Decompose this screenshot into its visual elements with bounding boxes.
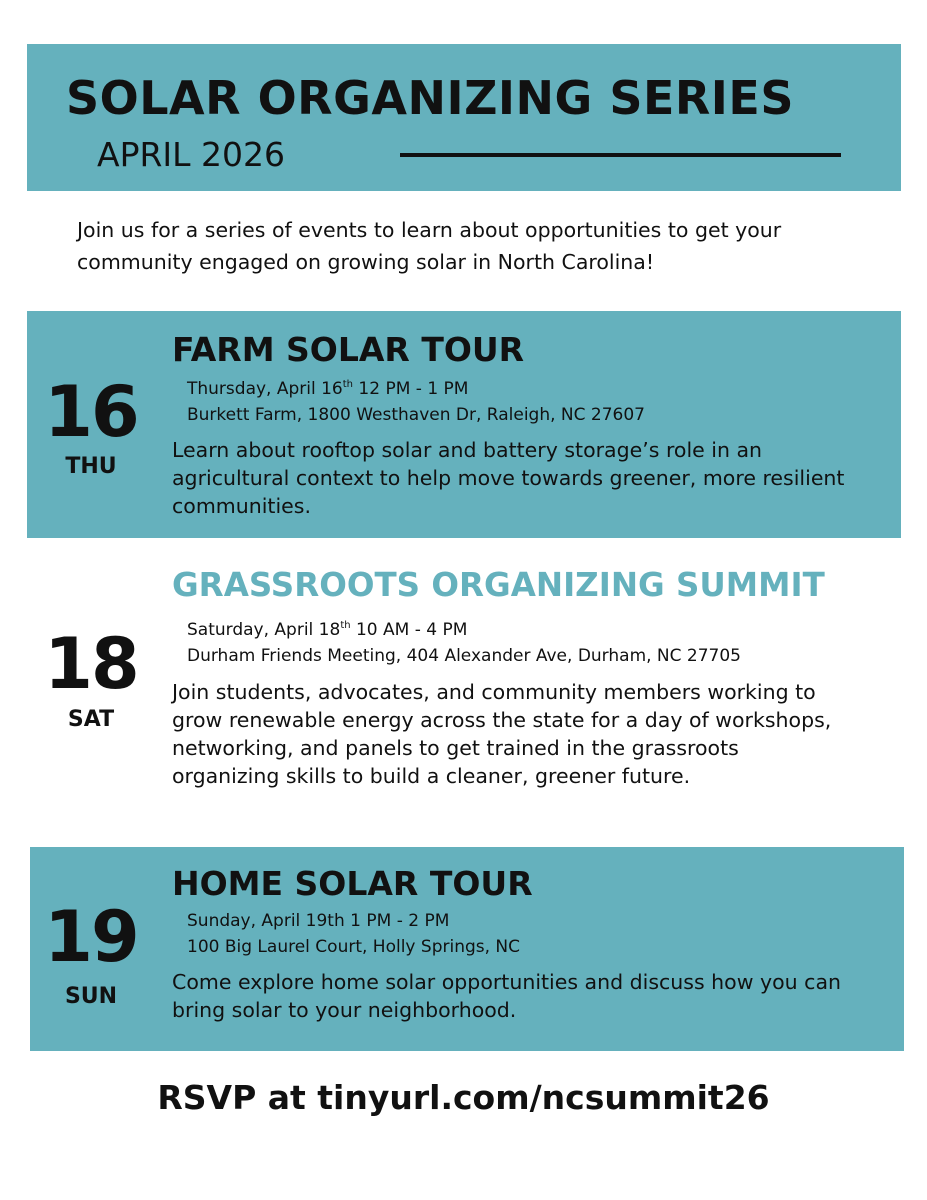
event-day-name: THU: [65, 454, 117, 479]
event-title: HOME SOLAR TOUR: [172, 864, 533, 903]
event-date-ordinal: th: [342, 379, 354, 390]
event-description: Join students, advocates, and community members working to grow renewable energy across the state for a day of workshops, networking, and panels to get trained in the grassroots organizing skills to build a cleaner, greener future.: [172, 680, 832, 788]
event-location: Durham Friends Meeting, 404 Alexander Ave, Durham, NC 27705: [187, 646, 742, 666]
event-date-ordinal: th: [340, 620, 351, 631]
event-time: 10 AM - 4 PM: [350, 620, 468, 640]
event-date: Saturday, April 18: [187, 620, 341, 640]
event-day-name: SUN: [64, 984, 118, 1009]
event-date-time: [187, 376, 468, 402]
event-title: FARM SOLAR TOUR: [172, 330, 525, 369]
event-day-number: 16: [44, 371, 138, 453]
page-subtitle: APRIL 2026: [97, 135, 285, 174]
event-description: Learn about rooftop solar and battery storage’s role in an agricultural context to help move towards greener, more resilient communities.: [172, 438, 845, 518]
event-day-name: SAT: [67, 707, 115, 732]
header-divider: [400, 153, 841, 157]
event-date-time: Sunday, April 19th 1 PM - 2 PM: [187, 911, 450, 931]
event-time: 12 PM - 1 PM: [353, 379, 469, 399]
event-title: GRASSROOTS ORGANIZING SUMMIT: [172, 566, 825, 604]
event-location: Burkett Farm, 1800 Westhaven Dr, Raleigh, NC 27607: [187, 405, 645, 425]
page-title: SOLAR ORGANIZING SERIES: [66, 71, 794, 125]
event-description: Come explore home solar opportunities and discuss how you can bring solar to your neighborhood.: [172, 970, 841, 1022]
event-date-time: [187, 617, 467, 643]
event-day-number: 18: [44, 623, 138, 705]
intro-text: Join us for a series of events to learn about opportunities to get your community engaged on growing solar in North Carolina!: [77, 218, 782, 274]
event-location: 100 Big Laurel Court, Holly Springs, NC: [187, 937, 521, 957]
event-date: Thursday, April 16: [187, 379, 343, 399]
rsvp-text: RSVP at tinyurl.com/ncsummit26: [157, 1078, 770, 1117]
event-day-number: 19: [44, 896, 138, 978]
